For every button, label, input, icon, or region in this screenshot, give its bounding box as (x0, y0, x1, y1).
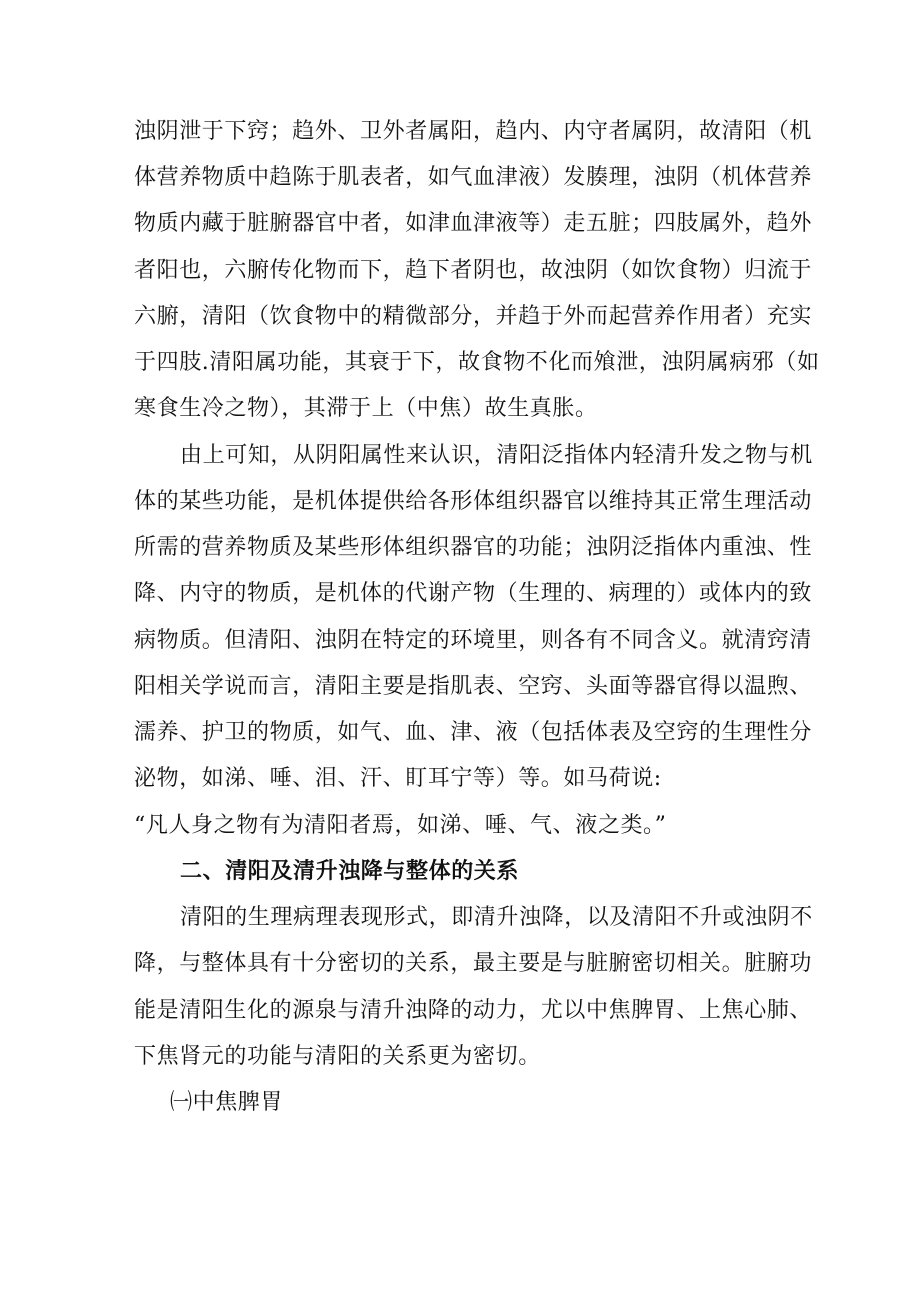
paragraph-3-line-4: 下焦肾元的功能与清阳的关系更为密切。 (134, 1044, 541, 1069)
text-line-7: 寒食生冷之物），其滞于上（中焦）故生真胀。 (134, 396, 598, 421)
paragraph-3-line-1: 清阳的生理病理表现形式，即清升浊降，以及清阳不升或浊阴不 (180, 905, 813, 930)
paragraph-3-line-3: 能是清阳生化的源泉与清升浊降的动力，尤以中焦脾胃、上焦心肺、 (134, 998, 813, 1023)
paragraph-2-line-3: 所需的营养物质及某些形体组织器官的功能；浊阴泛指体内重浊、性 (134, 535, 813, 560)
text-line-1: 浊阴泄于下窍；趋外、卫外者属阳，趋内、内守者属阴，故清阳（机 (134, 119, 813, 144)
quotation-line: “凡人身之物有为清阳者焉，如涕、唾、气、液之类。” (134, 813, 667, 838)
text-line-6: 于四肢.清阳属功能，其衰于下，故食物不化而飧泄，浊阴属病邪（如 (134, 350, 820, 375)
text-line-5: 六腑，清阳（饮食物中的精微部分，并趋于外而起营养作用者）充实 (134, 304, 813, 329)
paragraph-3-line-2: 降，与整体具有十分密切的关系，最主要是与脏腑密切相关。脏腑功 (134, 951, 813, 976)
paragraph-2-line-8: 泌物，如涕、唾、泪、汗、盯耳宁等）等。如马荷说: (134, 766, 662, 791)
paragraph-2-line-5: 病物质。但清阳、浊阴在特定的环境里，则各有不同含义。就清窍清 (134, 628, 813, 653)
text-line-2: 体营养物质中趋陈于肌表者，如气血津液）发腠理，浊阴（机体营养 (134, 165, 813, 190)
subsection-heading: ㈠中焦脾胃 (170, 1090, 284, 1115)
text-line-4: 者阳也，六腑传化物而下，趋下者阴也，故浊阴（如饮食物）归流于 (134, 258, 813, 283)
section-heading: 二、清阳及清升浊降与整体的关系 (180, 859, 520, 884)
paragraph-2-line-7: 濡养、护卫的物质，如气、血、津、液（包括体表及空窍的生理性分 (134, 720, 813, 745)
paragraph-2-line-1: 由上可知，从阴阳属性来认识，清阳泛指体内轻清升发之物与机 (180, 443, 813, 468)
paragraph-2-line-6: 阳相关学说而言，清阳主要是指肌表、空窍、头面等器官得以温煦、 (134, 674, 813, 699)
paragraph-2-line-2: 体的某些功能，是机体提供给各形体组织器官以维持其正常生理活动 (134, 489, 813, 514)
paragraph-2-line-4: 降、内守的物质，是机体的代谢产物（生理的、病理的）或体内的致 (134, 581, 813, 606)
text-line-3: 物质内藏于脏腑器官中者，如津血津液等）走五脏；四肢属外，趋外 (134, 211, 813, 236)
